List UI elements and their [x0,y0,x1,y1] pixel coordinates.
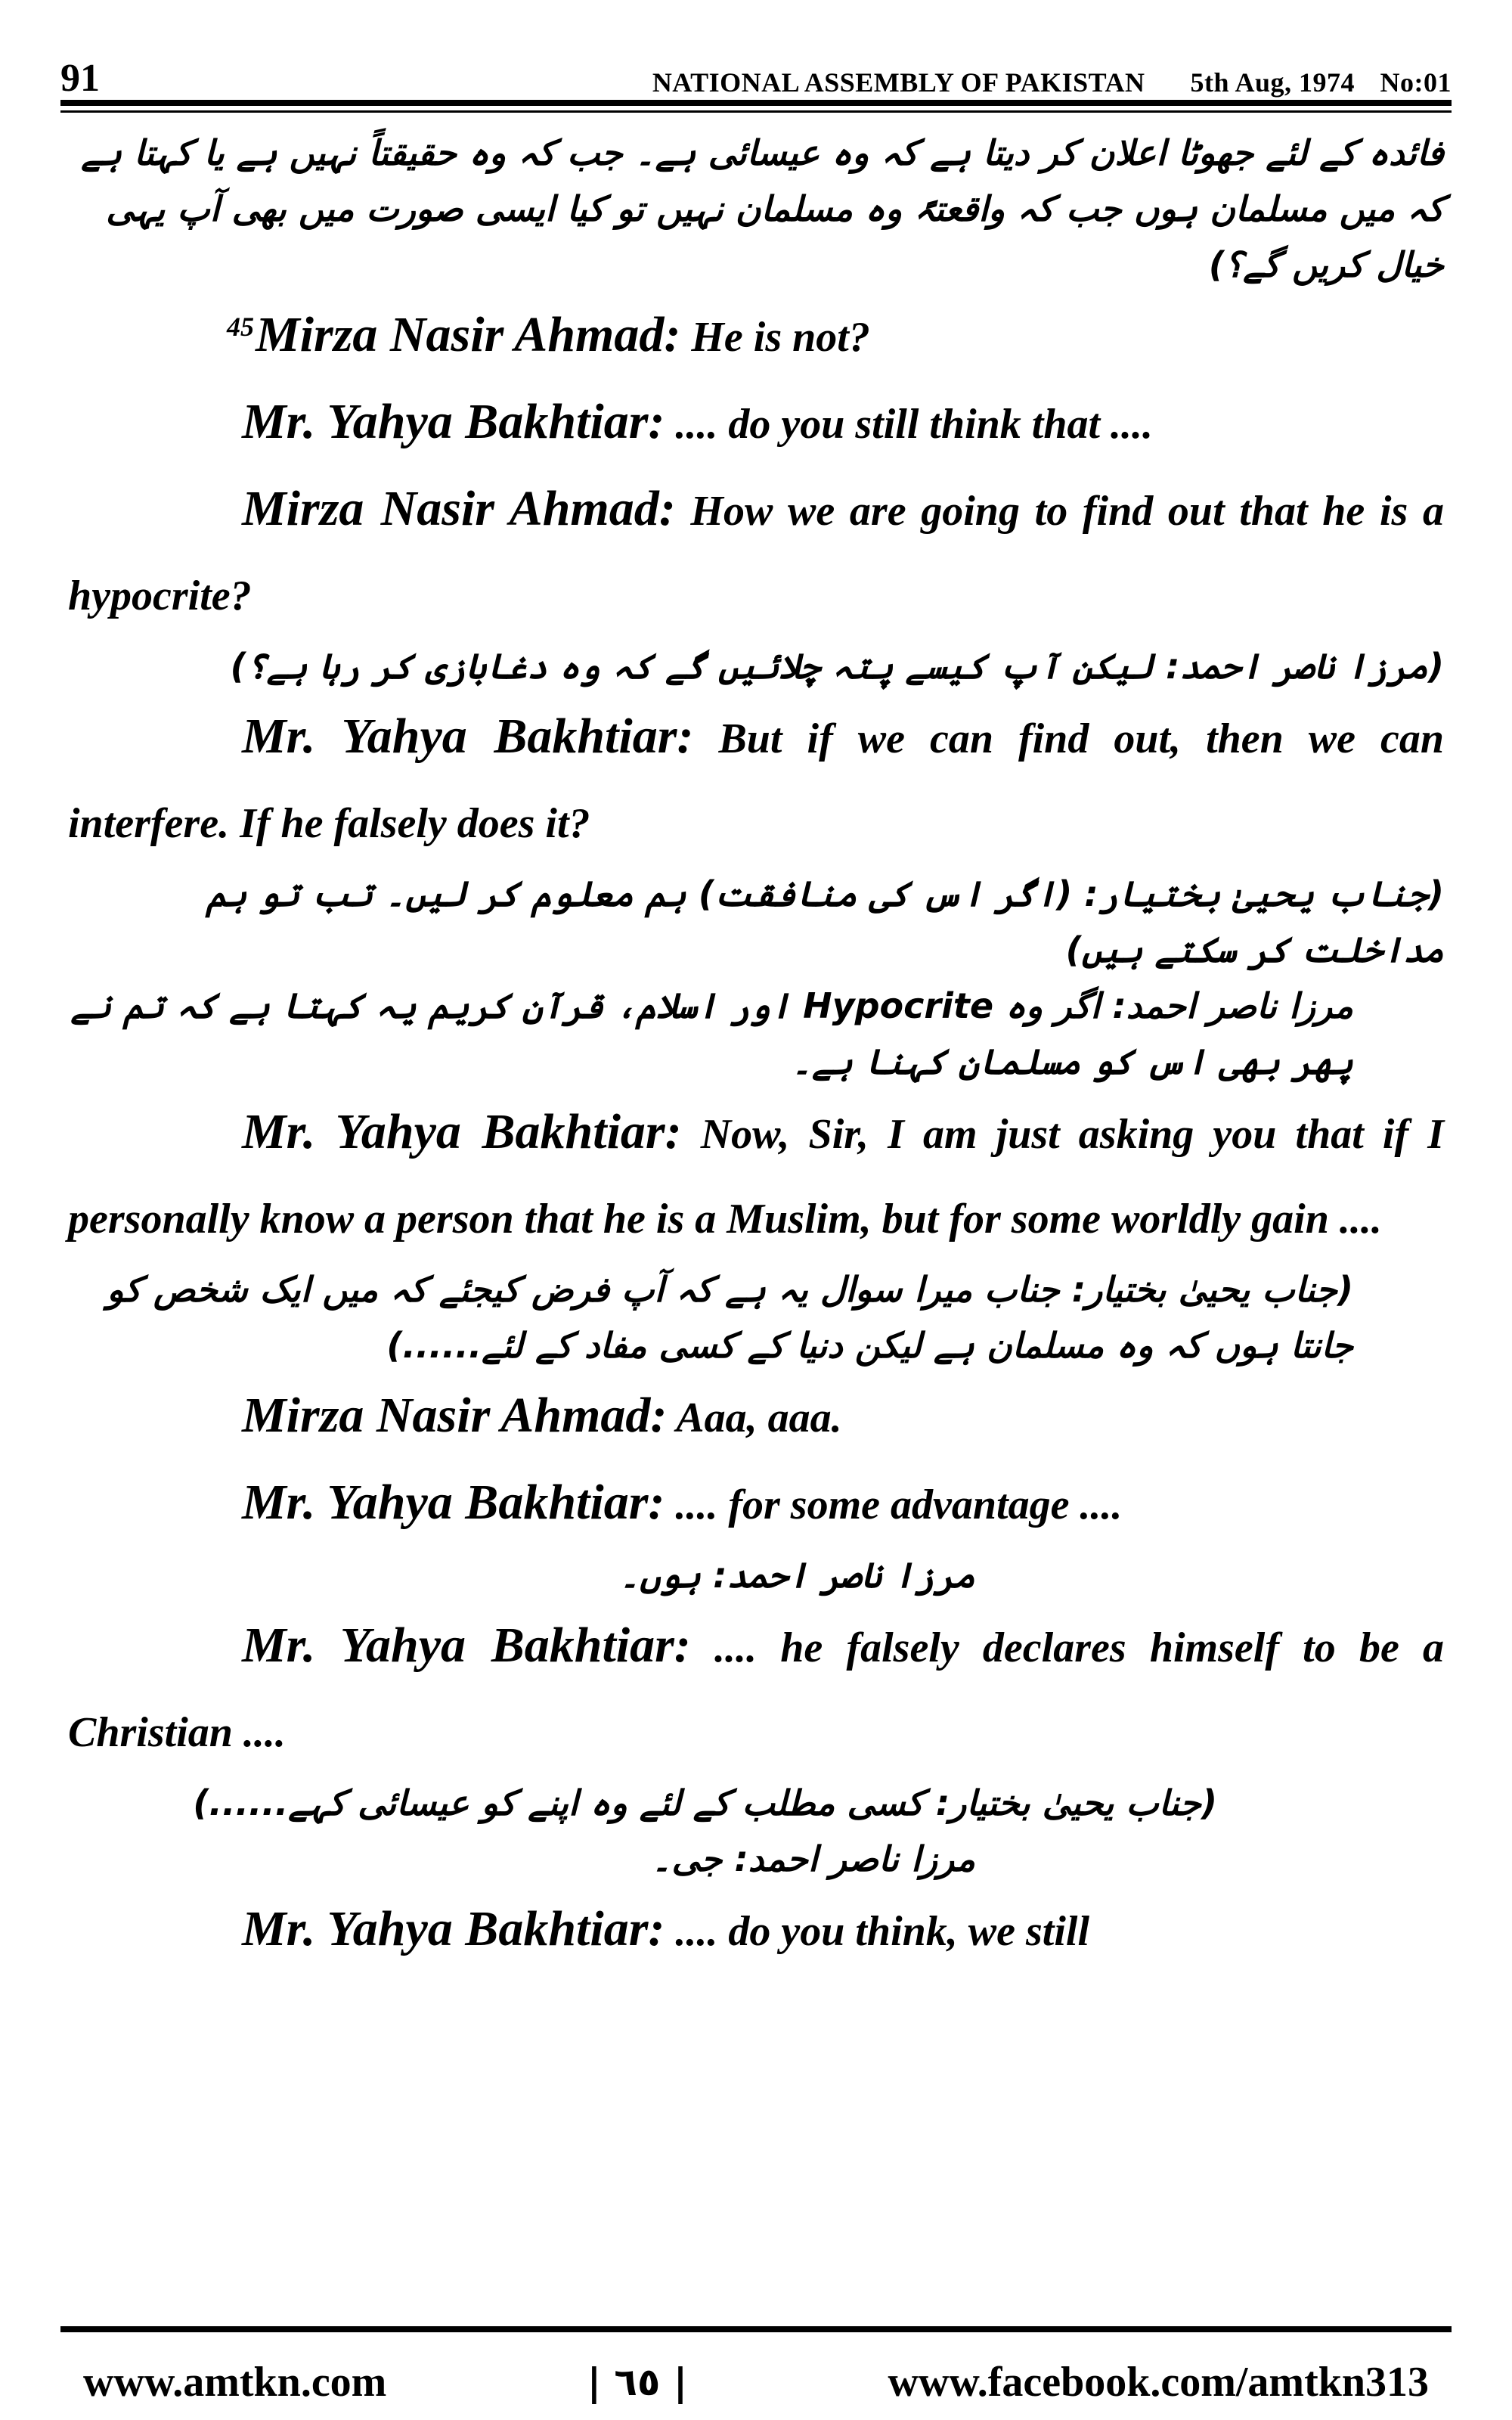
header-date: 5th Aug, 1974 [1190,67,1355,98]
header-title: NATIONAL ASSEMBLY OF PAKISTAN [652,67,1145,98]
speech-text: But if we can find out, then we can interfere. If he falsely does it? [68,715,1445,847]
header-date-number [1190,67,1452,98]
footer-website-link[interactable]: www.amtkn.com [83,2359,387,2406]
speaker-label: Mr. Yahya Bakhtiar: [242,1901,665,1956]
footer-page-separator: | ٦٥ | [587,2360,688,2404]
english-paragraph-1 [68,293,1444,380]
english-paragraph-7 [68,1460,1444,1547]
header-issue: No:01 [1380,67,1452,98]
speech-text: How we are going to find out that he is a hypocrite? [68,488,1444,619]
page-content [68,125,1444,1974]
english-paragraph-3 [68,467,1444,638]
speaker-label: Mr. Yahya Bakhtiar: [242,1475,665,1530]
speaker-label: Mr. Yahya Bakhtiar: [242,1618,691,1673]
speech-text: .... he falsely declares himself to be a Christian .... [68,1624,1445,1756]
speech-text: He is not? [691,314,870,361]
speech-text: .... do you think, we still [675,1908,1089,1955]
header-right [652,67,1452,98]
urdu-paragraph-8: مرزا ناصر احمد: جی۔ [651,1838,975,1879]
speaker-label: Mirza Nasir Ahmad: [242,1388,668,1443]
english-paragraph-9 [68,1887,1444,1974]
urdu-paragraph-2: (مرزا ناصر احمد: لیکن آپ کیسے پتہ چلائیں گے کہ وہ دغابازی کر رہا ہے؟) [230,646,1444,687]
header-rule-thick [60,100,1452,106]
speaker-label: Mirza Nasir Ahmad: [242,481,676,536]
speech-text: Now, Sir, I am just asking you that if I personally know a person that he is a Muslim, but for some worldly gain .... [68,1111,1445,1243]
page-footer [83,2358,1429,2406]
english-paragraph-5 [68,1090,1444,1261]
english-paragraph-2 [68,380,1444,467]
english-paragraph-6 [68,1373,1444,1460]
header-rule-thin [60,110,1452,113]
speech-text: .... for some advantage .... [675,1481,1123,1528]
speaker-label: Mr. Yahya Bakhtiar: [242,709,694,764]
english-paragraph-4 [68,694,1444,866]
speaker-label: Mr. Yahya Bakhtiar: [242,394,665,449]
speech-text: Aaa, aaa. [676,1395,842,1441]
urdu-paragraph-1: فائدہ کے لئے جھوٹا اعلان کر دیتا ہے کہ وہ عیسائی ہے۔ جب کہ وہ حقیقتاً نہیں ہے یا کہتا ہے کہ میں مسلمان ہوں جب کہ واقعتہً وہ مسلمان نہیں تو کیا ایسی صورت میں بھی آپ یہی خیال کریں گے؟) [81,132,1444,285]
speaker-label: Mr. Yahya Bakhtiar: [242,1104,682,1159]
urdu-paragraph-7: (جناب یحییٰ بختیار: کسی مطلب کے لئے وہ اپنے کو عیسائی کہے......) [193,1782,1217,1823]
english-paragraph-8 [68,1603,1444,1775]
footnote-marker: 45 [227,312,254,343]
urdu-paragraph-3: (جناب یحییٰ بختیار: (اگر اس کی منافقت) ہم معلوم کر لیں۔ تب تو ہم مداخلت کر سکتے ہیں) [206,873,1444,970]
page-number: 91 [60,57,100,100]
urdu-paragraph-4: مرزا ناصر احمد: اگر وہ Hypocrite اور اسلام، قرآن کریم یہ کہتا ہے کہ تم نے پھر بھی اس کو مسلمان کہنا ہے۔ [70,985,1353,1082]
speech-text: .... do you still think that .... [675,401,1154,448]
page-header [60,30,1452,98]
speaker-label: Mirza Nasir Ahmad: [256,307,681,362]
footer-rule [60,2326,1452,2332]
footer-facebook-link[interactable]: www.facebook.com/amtkn313 [888,2359,1429,2406]
urdu-paragraph-5: (جناب یحییٰ بختیار: جناب میرا سوال یہ ہے کہ آپ فرض کیجئے کہ میں ایک شخص کو جانتا ہوں کہ وہ مسلمان ہے لیکن دنیا کے کسی مفاد کے لئے......) [107,1269,1353,1366]
urdu-paragraph-6: مرزا ناصر احمد: ہوں۔ [619,1555,975,1596]
